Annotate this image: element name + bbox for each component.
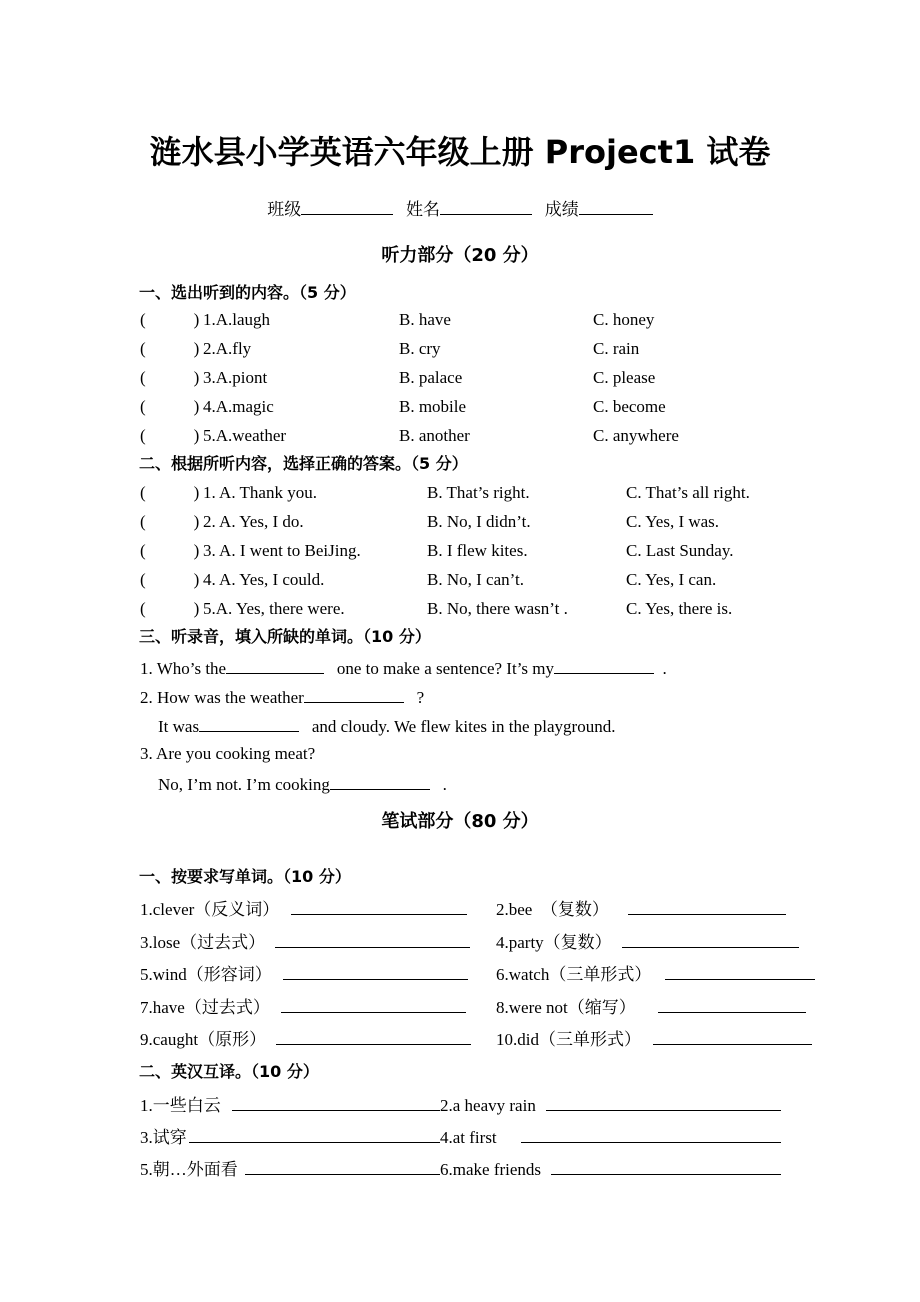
section-heading: 一、按要求写单词。（10 分） [139,867,351,886]
answer-bracket[interactable]: ( ) [140,512,200,531]
choice-option: 1.A.laugh [203,310,271,329]
score-label: 成绩 [544,200,579,219]
choice-option: C. That’s all right. [626,483,750,502]
answer-bracket[interactable]: ( ) [140,541,200,560]
answer-blank[interactable] [283,962,468,984]
choice-option: C. Yes, I can. [626,570,717,589]
word-item: 8.were not（缩写） [496,997,636,1017]
student-info [0,197,920,219]
answer-blank[interactable] [199,714,299,732]
choice-option: 4.A.magic [203,397,274,416]
choice-option: C. become [593,397,666,416]
answer-bracket[interactable]: ( ) [140,339,200,358]
answer-blank[interactable] [622,930,799,952]
answer-bracket[interactable]: ( ) [140,310,200,329]
section-heading: 三、听录音，填入所缺的单词。（10 分） [139,627,431,646]
fill-line-1: 1. Who’s the one to make a sentence? It’s my . [140,656,667,678]
word-item: 5.wind（形容词） [140,965,272,984]
answer-blank[interactable] [546,1093,781,1115]
answer-bracket[interactable]: ( ) [140,599,200,618]
listening-heading: 听力部分（20 分） [381,245,539,266]
choice-option: 3.A.piont [203,368,268,387]
score-blank[interactable] [579,197,653,215]
choice-option: C. Last Sunday. [626,541,734,560]
answer-bracket[interactable]: ( ) [140,397,200,416]
choice-option: 1. A. Thank you. [203,483,317,502]
section-heading: 二、根据所听内容，选择正确的答案。（5 分） [139,454,468,473]
choice-option: 3. A. I went to BeiJing. [203,541,361,560]
choice-option: C. anywhere [593,426,679,445]
class-label: 班级 [267,200,302,219]
word-item: 1.clever（反义词） [140,900,280,919]
word-item: 2.bee （复数） [496,900,609,919]
answer-blank[interactable] [628,897,786,919]
choice-option: 5.A. Yes, there were. [203,599,345,618]
answer-bracket[interactable]: ( ) [140,368,200,387]
answer-blank[interactable] [653,1027,812,1049]
choice-option: B. I flew kites. [427,541,528,560]
answer-bracket[interactable]: ( ) [140,483,200,502]
translation-item: 4.at first [440,1128,497,1147]
translation-item: 3.试穿 [140,1128,187,1147]
choice-option: 2.A.fly [203,339,252,358]
fill-line-5: No, I’m not. I’m cooking . [158,772,447,794]
answer-blank[interactable] [276,1027,471,1049]
choice-option: C. Yes, there is. [626,599,733,618]
answer-blank[interactable] [521,1125,781,1147]
answer-blank[interactable] [551,1157,781,1179]
section-heading: 二、英汉互译。（10 分） [139,1062,319,1081]
translation-item: 6.make friends [440,1160,542,1179]
answer-blank[interactable] [275,930,470,952]
answer-blank[interactable] [658,995,806,1017]
exam-title: 涟水县小学英语六年级上册 Project1 试卷 [149,133,771,171]
choice-option: B. have [399,310,451,329]
word-item: 3.lose（过去式） [140,932,266,952]
answer-blank[interactable] [304,685,404,703]
translation-item: 2.a heavy rain [440,1096,536,1115]
fill-line-2: 2. How was the weather ? [140,685,424,707]
word-item: 7.have（过去式） [140,997,270,1017]
choice-option: 4. A. Yes, I could. [203,570,325,589]
answer-bracket[interactable]: ( ) [140,426,200,445]
choice-option: B. palace [399,368,463,387]
word-item: 4.party（复数） [496,932,612,952]
answer-blank[interactable] [226,656,324,674]
answer-blank[interactable] [330,772,430,790]
choice-option: 5.A.weather [203,426,287,445]
class-blank[interactable] [301,197,393,215]
answer-blank[interactable] [554,656,654,674]
choice-option: C. rain [593,339,640,358]
choice-option: B. mobile [399,397,467,416]
answer-blank[interactable] [665,962,815,984]
choice-option: C. Yes, I was. [626,512,720,531]
choice-option: B. That’s right. [427,483,530,502]
choice-option: B. another [399,426,470,445]
section-heading: 一、选出听到的内容。（5 分） [139,283,356,302]
choice-option: B. No, I didn’t. [427,512,531,531]
choice-option: B. No, there wasn’t . [427,599,568,618]
name-label: 姓名 [406,200,440,219]
fill-line-3: It was and cloudy. We flew kites in the playground. [158,714,615,736]
choice-option: 2. A. Yes, I do. [203,512,304,531]
name-blank[interactable] [440,197,532,215]
answer-blank[interactable] [245,1157,440,1179]
answer-bracket[interactable]: ( ) [140,570,200,589]
answer-blank[interactable] [232,1093,440,1115]
word-item: 10.did（三单形式） [496,1030,641,1049]
choice-option: B. cry [399,339,441,358]
translation-item: 5.朝…外面看 [140,1160,238,1179]
answer-blank[interactable] [291,897,467,919]
answer-blank[interactable] [281,995,466,1017]
choice-option: C. honey [593,310,655,329]
word-item: 9.caught（原形） [140,1030,267,1049]
translation-item: 1.一些白云 [140,1096,221,1115]
fill-line-4: 3. Are you cooking meat? [140,744,316,763]
choice-option: B. No, I can’t. [427,570,524,589]
answer-blank[interactable] [189,1125,440,1147]
choice-option: C. please [593,368,656,387]
word-item: 6.watch（三单形式） [496,965,652,984]
written-heading: 笔试部分（80 分） [381,811,539,832]
